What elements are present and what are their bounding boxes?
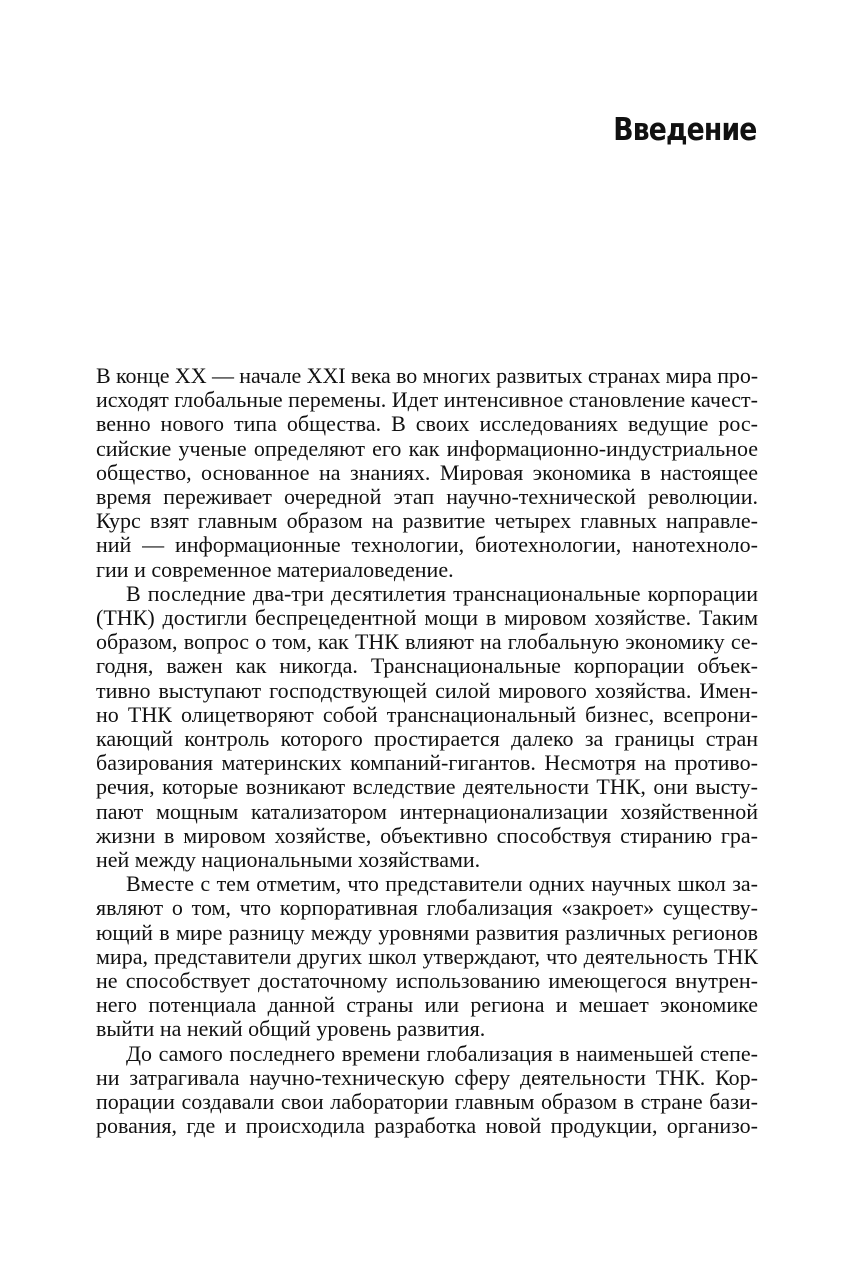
chapter-heading: Введение xyxy=(612,112,756,148)
paragraph xyxy=(96,582,758,872)
text-line: (ТНК) достигли беспрецедентной мощи в мировом хозяйстве. Таким xyxy=(96,605,758,631)
paragraph xyxy=(96,1042,758,1139)
text-line: ней между национальными хозяйствами. xyxy=(96,847,481,873)
text-line: мира, представители других школ утверждают, что деятельность ТНК xyxy=(96,943,758,969)
text-line: образом, вопрос о том, как ТНК влияют на глобальную экономику се- xyxy=(96,629,758,655)
text-line: В последние два-три десятилетия транснациональные корпорации xyxy=(126,580,758,606)
text-line: До самого последнего времени глобализация в наименьшей степе- xyxy=(126,1040,758,1066)
text-line: базирования материнских компаний-гигантов. Несмотря на противо- xyxy=(96,750,758,776)
text-line: ни затрагивала научно-техническую сферу деятельности ТНК. Кор- xyxy=(96,1064,758,1090)
text-line: В конце XX — начале XXI века во многих развитых странах мира про- xyxy=(96,363,758,388)
text-line: пают мощным катализатором интернационализации хозяйственной xyxy=(96,798,758,824)
paragraph xyxy=(96,872,758,1041)
text-line: кающий контроль которого простирается далеко за границы стран xyxy=(96,726,758,752)
text-line: рования, где и происходила разработка новой продукции, организо- xyxy=(96,1113,758,1139)
text-line: венно нового типа общества. В своих исследованиях ведущие рос- xyxy=(96,411,758,437)
text-line: Вместе с тем отметим, что представители одних научных школ за- xyxy=(126,871,758,897)
text-line: жизни в мировом хозяйстве, объективно способствуя стиранию гра- xyxy=(96,822,758,848)
text-line: ний — информационные технологии, биотехнологии, нанотехноло- xyxy=(96,532,758,558)
text-line: ющий в мире разницу между уровнями развития различных регионов xyxy=(96,919,758,945)
text-line: исходят глобальные перемены. Идет интенсивное становление качест- xyxy=(96,387,758,413)
text-line: являют о том, что корпоративная глобализация «закроет» существу- xyxy=(96,895,758,921)
text-line: порации создавали свои лаборатории главным образом в стране бази- xyxy=(96,1089,758,1115)
text-line: него потенциала данной страны или региона и мешает экономике xyxy=(96,992,758,1018)
text-line: но ТНК олицетворяют собой транснациональный бизнес, всепрони- xyxy=(96,701,758,727)
text-line: Курс взят главным образом на развитие четырех главных направле- xyxy=(96,508,758,534)
text-line: время переживает очередной этап научно-технической революции. xyxy=(96,484,758,510)
text-line: годня, важен как никогда. Транснациональные корпорации объек- xyxy=(96,653,758,679)
text-line: не способствует достаточному использованию имеющегося внутрен- xyxy=(96,968,758,994)
text-line: тивно выступают господствующей силой мирового хозяйства. Имен- xyxy=(96,677,758,703)
text-line: общество, основанное на знаниях. Мировая экономика в настоящее xyxy=(96,459,758,485)
body-text xyxy=(96,364,758,1139)
text-line: выйти на некий общий уровень развития. xyxy=(96,1016,486,1042)
text-line: сийские ученые определяют его как информационно-индустриальное xyxy=(96,435,758,461)
text-line: гии и современное материаловедение. xyxy=(96,556,454,582)
text-line: речия, которые возникают вследствие деятельности ТНК, они высту- xyxy=(96,774,758,800)
paragraph xyxy=(96,364,758,582)
